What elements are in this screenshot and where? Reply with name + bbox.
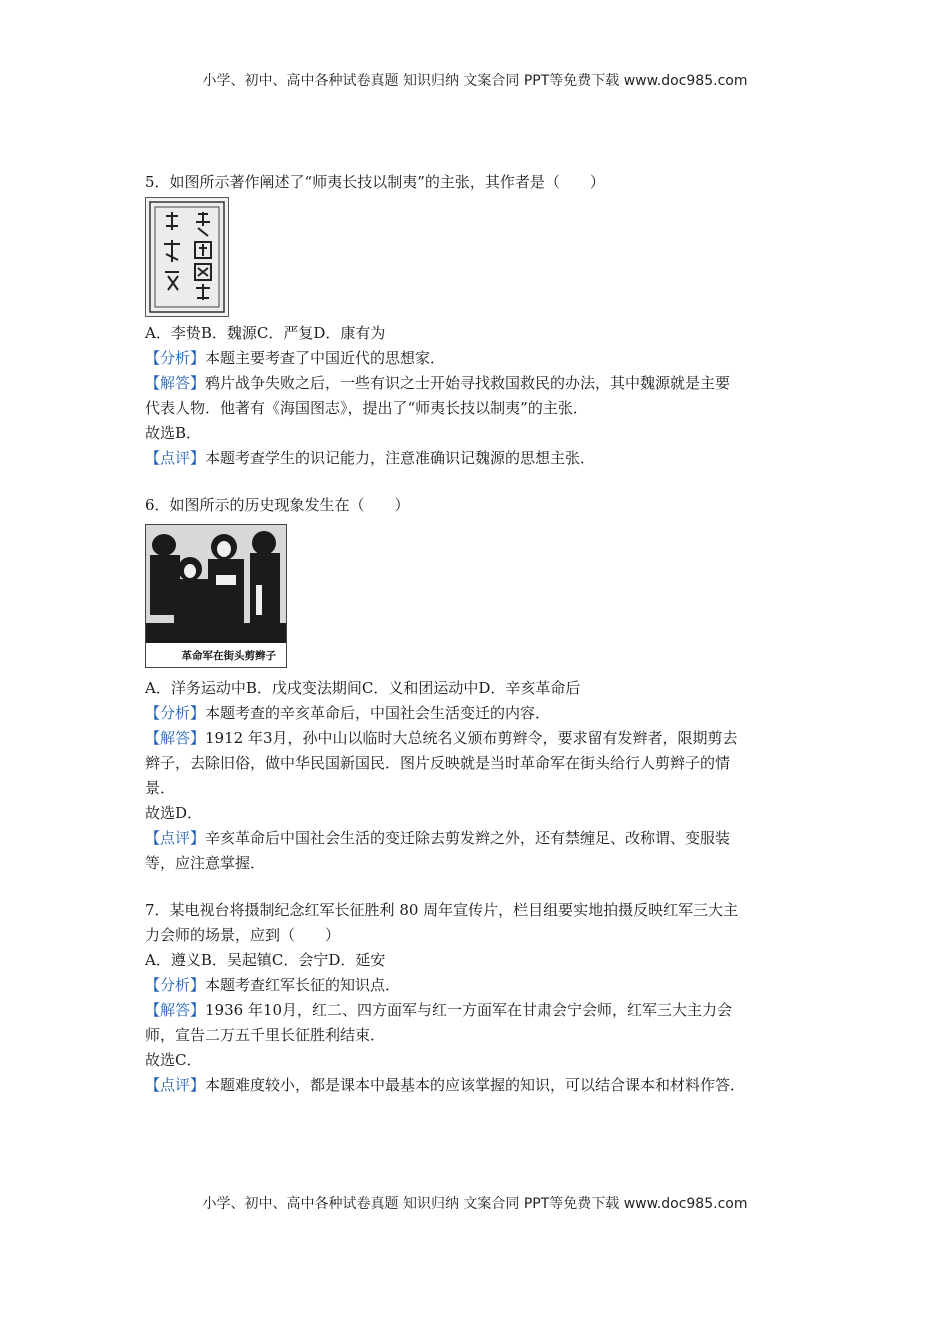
comment-tag: 【点评】 <box>145 1076 206 1094</box>
q7-choice: 故选C． <box>145 1051 202 1069</box>
q5-choice: 故选B． <box>145 424 202 442</box>
analysis-tag: 【分析】 <box>145 704 206 722</box>
answer-tag: 【解答】 <box>145 1001 206 1019</box>
answer-tag: 【解答】 <box>145 374 206 392</box>
analysis-tag: 【分析】 <box>145 976 206 994</box>
q6-comment-line-2: 等，应注意掌握． <box>145 854 266 872</box>
q7-answer-line-1: 【解答】1936 年10月，红二、四方面军与红一方面军在甘肃会宁会师，红军三大主力会 <box>145 1001 733 1019</box>
analysis-tag: 【分析】 <box>145 349 206 367</box>
page-header: 小学、初中、高中各种试卷真题 知识归纳 文案合同 PPT等免费下载 www.doc985.com <box>202 73 748 89</box>
q7-answer-line-2: 师，宣告二万五千里长征胜利结束． <box>145 1026 386 1044</box>
q6-comment-line-1: 【点评】辛亥革命后中国社会生活的变迁除去剪发辫之外，还有禁缠足、改称谓、变服装 <box>145 829 731 847</box>
q6-analysis: 【分析】本题考查的辛亥革命后，中国社会生活变迁的内容． <box>145 704 551 722</box>
q5-comment: 【点评】本题考查学生的识记能力，注意准确识记魏源的思想主张． <box>145 449 596 467</box>
q5-stem: 5．如图所示著作阐述了“师夷长技以制夷”的主张，其作者是（ ） <box>145 173 605 191</box>
queue-cutting-photo <box>145 524 287 668</box>
answer-tag: 【解答】 <box>145 729 206 747</box>
q5-analysis: 【分析】本题主要考查了中国近代的思想家． <box>145 349 446 367</box>
comment-tag: 【点评】 <box>145 449 206 467</box>
q6-answer-line-1: 【解答】1912 年3月，孙中山以临时大总统名义颁布剪辫令，要求留有发辫者，限期剪去 <box>145 729 738 747</box>
q6-stem: 6．如图所示的历史现象发生在（ ） <box>145 496 410 514</box>
q7-stem-line-2: 力会师的场景，应到（ ） <box>145 926 341 944</box>
q6-answer-line-3: 景． <box>145 779 176 797</box>
photo-caption: 革命军在街头剪辫子 <box>181 650 276 662</box>
q7-comment: 【点评】本题难度较小，都是课本中最基本的应该掌握的知识，可以结合课本和材料作答． <box>145 1076 746 1094</box>
q5-options: A．李贽B．魏源C．严复D．康有为 <box>145 324 386 342</box>
q7-analysis: 【分析】本题考查红军长征的知识点． <box>145 976 401 994</box>
haiguo-tuzhi-cover-image <box>145 197 229 317</box>
q6-answer-line-2: 辫子，去除旧俗，做中华民国新国民．图片反映就是当时革命军在街头给行人剪辫子的情 <box>145 754 731 772</box>
q6-options: A．洋务运动中B．戊戌变法期间C．义和团运动中D．辛亥革命后 <box>145 679 581 697</box>
page-footer: 小学、初中、高中各种试卷真题 知识归纳 文案合同 PPT等免费下载 www.doc985.com <box>202 1196 748 1212</box>
comment-tag: 【点评】 <box>145 829 206 847</box>
q7-stem-line-1: 7．某电视台将摄制纪念红军长征胜利 80 周年宣传片，栏目组要实地拍摄反映红军三大主 <box>145 901 739 919</box>
q7-options: A．遵义B．吴起镇C．会宁D．延安 <box>145 951 386 969</box>
q6-choice: 故选D． <box>145 804 203 822</box>
q5-answer-line-1: 【解答】鸦片战争失败之后，一些有识之士开始寻找救国救民的办法，其中魏源就是主要 <box>145 374 731 392</box>
document-body <box>145 170 810 1098</box>
q5-answer-line-2: 代表人物．他著有《海国图志》，提出了“师夷长技以制夷”的主张． <box>145 399 588 417</box>
